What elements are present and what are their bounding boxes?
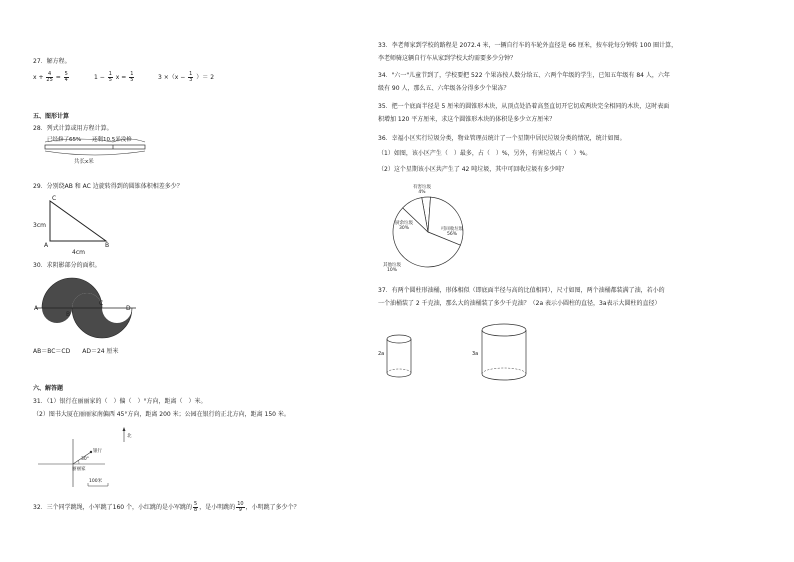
q37-line-2: 一个油桶装了 2 千克油，那么大的油桶装了多少千克油？（2a 表示小圆柱的直径，3a表示大圆柱的直径） <box>378 300 661 307</box>
q29-base-length: 4cm <box>72 249 85 256</box>
eq3-post: ）＝ 2 <box>196 74 215 81</box>
q33-line-1: 33．李老师家到学校的路程是 2072.4 米，一辆自行车的车轮外直径是 66 厘米，按车轮每分钟转 100 圈计算， <box>378 42 678 49</box>
q30-point-a: A <box>34 305 39 312</box>
q32-post: ，小明跳了多少个？ <box>245 504 300 511</box>
q35-line-2: 积增加 120 平方厘米，求这个圆锥形木块的体积是多少立方厘米？ <box>378 116 556 123</box>
eq2-pre: 1 − <box>94 74 105 81</box>
q29-label: 29．分别绕AB 和 AC 边旋转得到的圆锥体积相差多少？ <box>33 183 183 190</box>
q36-line-3: （2）这个星期该小区共产生了 42 吨垃圾，其中可回收垃圾有多少吨？ <box>378 166 568 173</box>
q28-total-label: 共长x米 <box>74 159 94 165</box>
q37-large-cylinder <box>481 322 531 384</box>
eq2-fraction-2: $\frac{1}{5}$ <box>130 71 134 83</box>
pie-label-1: 厨余垃圾 30% <box>395 221 413 231</box>
section-5-heading: 五、图形计算 <box>33 113 70 120</box>
q36-line-1: 36．幸福小区实行垃圾分类，物业管理员统计了一个星期中居民垃圾分类的情况，统计如图。 <box>378 135 626 142</box>
q34-line-1: 34．"六一"儿童节到了，学校要把 522 个果冻按人数分给五、六两个年级的学生，已知五年级有 84 人，六年 <box>378 72 670 79</box>
q30-point-b: B <box>66 311 71 318</box>
eq1-pre: x + <box>33 74 44 81</box>
q28-remain-label: 还剩10.5米没修 <box>92 137 132 143</box>
q27-equation-1 <box>33 72 70 83</box>
pie-label-3: 其他垃圾 10% <box>383 263 401 273</box>
q31-north-label: 北 <box>127 434 132 439</box>
q31-scale-label: 100米 <box>89 479 103 484</box>
q29-side-length: 3cm <box>33 222 46 229</box>
q30-label: 30．求阴影部分的面积。 <box>33 262 101 269</box>
section-6-heading: 六、解答题 <box>33 385 64 392</box>
q28-done-label: 已经修了65% <box>47 137 82 143</box>
q36-pie-chart <box>383 180 490 280</box>
q31-angle-label: 30° <box>81 457 89 462</box>
q32-fraction-2: $\frac{10}{9}$ <box>237 501 244 513</box>
q29-vertex-c: C <box>52 195 57 202</box>
eq1-fraction-1: $\frac{4}{25}$ <box>46 71 53 83</box>
q37-large-label: 3a <box>472 351 479 357</box>
q32-mid: ，是小明跳的 <box>199 504 236 511</box>
q32-text <box>33 502 300 513</box>
eq1-fraction-2: $\frac{5}{4}$ <box>64 71 68 83</box>
q31-home-label: 丽丽家 <box>72 467 86 472</box>
q30-shaded-figure <box>36 278 136 338</box>
q27-equation-3 <box>158 72 214 83</box>
q36-line-2: （1）如图，该小区产生（ ）最多，占（ ）%，另外，有害垃圾占（ ）%。 <box>378 150 592 157</box>
q28-label: 28．列式计算或用方程计算。 <box>33 125 113 132</box>
q37-line-1: 37．有两个圆柱形油桶，形体相似（即底面半径与高的比值相同），尺寸如图，两个油桶都装满了油，若小的 <box>378 287 665 294</box>
q31-bank-label: 银行 <box>93 449 102 454</box>
q27-equation-2 <box>94 72 135 83</box>
pie-label-2: 可回收垃圾 56% <box>440 227 464 237</box>
pie-label-0: 有害垃圾 4% <box>413 185 431 195</box>
eq1-mid: = <box>55 74 61 81</box>
q30-point-d: D <box>126 305 131 312</box>
q31-line-1: 31．（1）银行在丽丽家的（ ）偏（ ）°方向，距离（ ）米。 <box>33 398 207 405</box>
eq3-fraction: $\frac{1}{3}$ <box>189 71 193 83</box>
q29-vertex-b: B <box>105 242 110 249</box>
eq3-pre: 3 ×（x − <box>158 74 186 81</box>
q32-fraction-1: $\frac{5}{8}$ <box>194 501 198 513</box>
q34-line-2: 级有 90 人，那么五、六年级各分得多少个果冻？ <box>378 85 510 92</box>
eq2-fraction-1: $\frac{1}{5}$ <box>108 71 112 83</box>
q31-line-2: （2）图书大厦在丽丽家南偏西 45°方向，距离 200 米；公园在银行的正北方向，距离 150 米。 <box>33 411 290 418</box>
q30-point-c: C <box>99 300 104 307</box>
q37-small-label: 2a <box>378 351 385 357</box>
q35-line-1: 35．把一个底面半径是 5 厘米的圆锥形木块，从顶点处沿着高竖直切开它切成两块完全相同的木块，这时表面 <box>378 103 670 110</box>
q33-line-2: 李老师骑这辆自行车从家到学校大约需要多少分钟？ <box>378 55 517 62</box>
eq2-mid: x = <box>115 74 127 81</box>
q30-condition: AB＝BC＝CD AD＝24 厘米 <box>33 348 119 355</box>
q27-label: 27．解方程。 <box>33 58 71 65</box>
q37-small-cylinder <box>386 333 416 383</box>
q29-vertex-a: A <box>44 242 49 249</box>
q32-pre: 32．三个同学跳绳，小军跳了160 个，小红跳的是小军跳的 <box>33 504 192 511</box>
